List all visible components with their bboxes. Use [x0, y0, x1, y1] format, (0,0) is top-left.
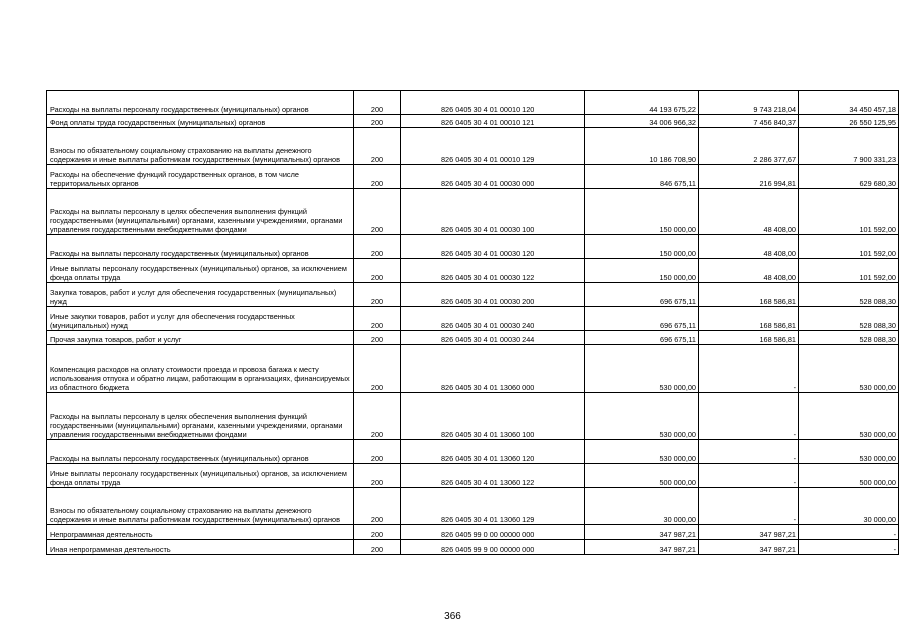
row-description: Иные выплаты персоналу государственных (муниципальных) органов, за исключением фонда оплаты труда	[47, 464, 354, 488]
table-row	[47, 115, 899, 128]
row-code: 200	[354, 307, 401, 331]
row-value-2: 168 586,81	[699, 307, 799, 331]
row-description: Закупка товаров, работ и услуг для обеспечения государственных (муниципальных) нужд	[47, 283, 354, 307]
row-value-1: 30 000,00	[585, 488, 699, 525]
row-value-1: 34 006 966,32	[585, 115, 699, 128]
row-kbk-code: 826 0405 99 0 00 00000 000	[401, 525, 585, 540]
page-number: 366	[444, 611, 461, 622]
row-value-1: 44 193 675,22	[585, 91, 699, 115]
row-description: Расходы на выплаты персоналу государственных (муниципальных) органов	[47, 91, 354, 115]
table-row	[47, 235, 899, 259]
row-kbk-code: 826 0405 30 4 01 00030 000	[401, 165, 585, 189]
row-code: 200	[354, 128, 401, 165]
row-kbk-code: 826 0405 30 4 01 00030 100	[401, 189, 585, 235]
row-description: Непрограммная деятельность	[47, 525, 354, 540]
row-code: 200	[354, 235, 401, 259]
row-kbk-code: 826 0405 99 9 00 00000 000	[401, 540, 585, 555]
row-value-2: -	[699, 345, 799, 393]
row-value-2: 168 586,81	[699, 331, 799, 345]
row-kbk-code: 826 0405 30 4 01 00030 200	[401, 283, 585, 307]
row-value-2: 48 408,00	[699, 235, 799, 259]
row-value-2: 347 987,21	[699, 540, 799, 555]
row-value-3: 530 000,00	[799, 345, 899, 393]
row-value-3: 30 000,00	[799, 488, 899, 525]
row-kbk-code: 826 0405 30 4 01 13060 000	[401, 345, 585, 393]
row-value-3: 528 088,30	[799, 331, 899, 345]
table-row	[47, 128, 899, 165]
row-kbk-code: 826 0405 30 4 01 00010 121	[401, 115, 585, 128]
row-description: Расходы на выплаты персоналу государственных (муниципальных) органов	[47, 440, 354, 464]
row-value-2: 7 456 840,37	[699, 115, 799, 128]
row-value-1: 10 186 708,90	[585, 128, 699, 165]
row-value-3: 500 000,00	[799, 464, 899, 488]
row-code: 200	[354, 259, 401, 283]
row-kbk-code: 826 0405 30 4 01 13060 129	[401, 488, 585, 525]
row-description: Фонд оплаты труда государственных (муниципальных) органов	[47, 115, 354, 128]
row-code: 200	[354, 393, 401, 440]
row-description: Иная непрограммная деятельность	[47, 540, 354, 555]
row-description: Взносы по обязательному социальному страхованию на выплаты денежного содержания и иные выплаты работникам государственных (муниципальных) органов	[47, 128, 354, 165]
row-value-2: -	[699, 393, 799, 440]
row-code: 200	[354, 283, 401, 307]
table-row	[47, 331, 899, 345]
row-description: Компенсация расходов на оплату стоимости проезда и провоза багажа к месту использования отпуска и обратно лицам, работающим в организациях, финансируемых из областного бюджета	[47, 345, 354, 393]
row-value-3: 528 088,30	[799, 307, 899, 331]
row-value-1: 347 987,21	[585, 540, 699, 555]
row-value-3: 101 592,00	[799, 235, 899, 259]
row-kbk-code: 826 0405 30 4 01 00030 244	[401, 331, 585, 345]
table-row	[47, 165, 899, 189]
table-row	[47, 283, 899, 307]
row-value-2: -	[699, 440, 799, 464]
row-value-2: -	[699, 464, 799, 488]
table-row	[47, 345, 899, 393]
row-value-3: 34 450 457,18	[799, 91, 899, 115]
row-code: 200	[354, 91, 401, 115]
table-row	[47, 540, 899, 555]
row-description: Расходы на выплаты персоналу государственных (муниципальных) органов	[47, 235, 354, 259]
row-kbk-code: 826 0405 30 4 01 00030 240	[401, 307, 585, 331]
table-row	[47, 393, 899, 440]
row-kbk-code: 826 0405 30 4 01 00010 129	[401, 128, 585, 165]
row-description: Расходы на обеспечение функций государственных органов, в том числе территориальных органов	[47, 165, 354, 189]
row-kbk-code: 826 0405 30 4 01 00010 120	[401, 91, 585, 115]
table-row	[47, 464, 899, 488]
row-value-1: 500 000,00	[585, 464, 699, 488]
row-value-3: 528 088,30	[799, 283, 899, 307]
row-value-1: 150 000,00	[585, 189, 699, 235]
row-value-2: 48 408,00	[699, 189, 799, 235]
row-description: Расходы на выплаты персоналу в целях обеспечения выполнения функций государственными (муниципальными) органами, казенными учреждениями, органами управления государственными внебюджетными фондами	[47, 189, 354, 235]
row-value-1: 696 675,11	[585, 331, 699, 345]
row-code: 200	[354, 115, 401, 128]
row-value-1: 347 987,21	[585, 525, 699, 540]
row-description: Иные закупки товаров, работ и услуг для обеспечения государственных (муниципальных) нужд	[47, 307, 354, 331]
row-code: 200	[354, 345, 401, 393]
row-value-2: 9 743 218,04	[699, 91, 799, 115]
row-code: 200	[354, 525, 401, 540]
row-value-2: 2 286 377,67	[699, 128, 799, 165]
row-description: Расходы на выплаты персоналу в целях обеспечения выполнения функций государственными (муниципальными) органами, казенными учреждениями, органами управления государственными внебюджетными фондами	[47, 393, 354, 440]
table-row	[47, 440, 899, 464]
row-kbk-code: 826 0405 30 4 01 13060 122	[401, 464, 585, 488]
row-value-2: 48 408,00	[699, 259, 799, 283]
row-value-2: -	[699, 488, 799, 525]
row-value-3: 530 000,00	[799, 393, 899, 440]
row-value-3: 530 000,00	[799, 440, 899, 464]
row-value-3: -	[799, 540, 899, 555]
budget-table-body	[47, 91, 899, 555]
row-code: 200	[354, 464, 401, 488]
row-value-1: 530 000,00	[585, 393, 699, 440]
table-row	[47, 259, 899, 283]
table-row	[47, 189, 899, 235]
table-row	[47, 307, 899, 331]
row-code: 200	[354, 440, 401, 464]
row-value-3: 101 592,00	[799, 189, 899, 235]
row-code: 200	[354, 331, 401, 345]
row-value-3: 7 900 331,23	[799, 128, 899, 165]
row-kbk-code: 826 0405 30 4 01 00030 120	[401, 235, 585, 259]
row-value-3: 629 680,30	[799, 165, 899, 189]
row-value-2: 347 987,21	[699, 525, 799, 540]
row-value-1: 846 675,11	[585, 165, 699, 189]
row-code: 200	[354, 189, 401, 235]
row-description: Взносы по обязательному социальному страхованию на выплаты денежного содержания и иные выплаты работникам государственных (муниципальных) органов	[47, 488, 354, 525]
table-row	[47, 91, 899, 115]
row-value-2: 168 586,81	[699, 283, 799, 307]
row-kbk-code: 826 0405 30 4 01 13060 100	[401, 393, 585, 440]
budget-table	[46, 90, 899, 555]
row-code: 200	[354, 540, 401, 555]
row-value-3: 101 592,00	[799, 259, 899, 283]
row-description: Иные выплаты персоналу государственных (муниципальных) органов, за исключением фонда оплаты труда	[47, 259, 354, 283]
row-kbk-code: 826 0405 30 4 01 13060 120	[401, 440, 585, 464]
row-value-3: 26 550 125,95	[799, 115, 899, 128]
row-code: 200	[354, 488, 401, 525]
row-code: 200	[354, 165, 401, 189]
row-kbk-code: 826 0405 30 4 01 00030 122	[401, 259, 585, 283]
row-value-1: 696 675,11	[585, 307, 699, 331]
row-value-1: 530 000,00	[585, 345, 699, 393]
row-value-3: -	[799, 525, 899, 540]
row-value-1: 530 000,00	[585, 440, 699, 464]
row-value-1: 696 675,11	[585, 283, 699, 307]
row-value-1: 150 000,00	[585, 235, 699, 259]
row-description: Прочая закупка товаров, работ и услуг	[47, 331, 354, 345]
table-row	[47, 488, 899, 525]
table-row	[47, 525, 899, 540]
row-value-2: 216 994,81	[699, 165, 799, 189]
row-value-1: 150 000,00	[585, 259, 699, 283]
